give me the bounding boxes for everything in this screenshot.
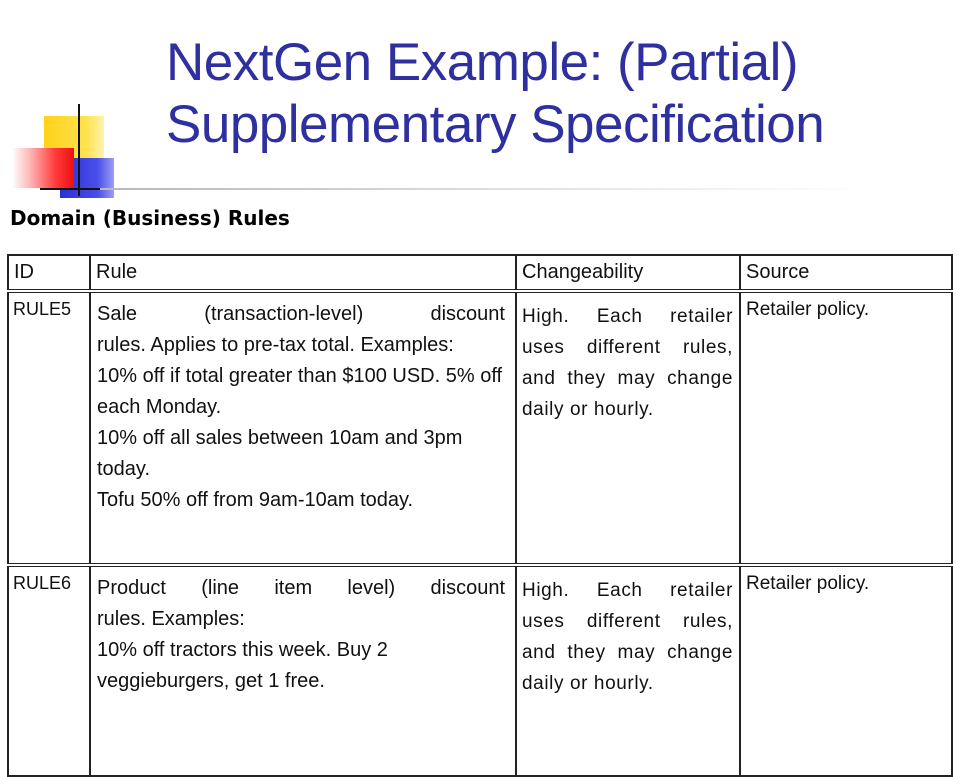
column-header-id: ID bbox=[8, 255, 90, 291]
changeability-text-line: uses different rules, bbox=[522, 611, 733, 632]
logo-vertical-line bbox=[78, 104, 80, 196]
rule-id-cell: RULE6 bbox=[8, 565, 90, 776]
rule-id-cell: RULE5 bbox=[8, 291, 90, 565]
slide-title bbox=[166, 32, 946, 156]
changeability-text-line: and they may change bbox=[522, 642, 733, 663]
rule-text-line: 10% off if total greater than $100 USD. 5% off bbox=[97, 365, 503, 387]
table-row bbox=[8, 291, 952, 565]
source-cell: Retailer policy. bbox=[740, 565, 952, 776]
rule-text-line: Product (line item level) discount bbox=[97, 577, 505, 599]
column-header-source: Source bbox=[740, 255, 952, 291]
changeability-text-line: daily or hourly. bbox=[522, 399, 654, 420]
slide-logo-decoration bbox=[0, 0, 160, 200]
red-square-shape bbox=[12, 148, 74, 188]
rule-text-line: Tofu 50% off from 9am-10am today. bbox=[97, 489, 414, 511]
changeability-cell bbox=[516, 565, 740, 776]
rule-text-line: rules. Examples: bbox=[97, 608, 245, 630]
changeability-text-line: uses different rules, bbox=[522, 337, 733, 358]
rule-text-line: rules. Applies to pre-tax total. Examples: bbox=[97, 334, 454, 356]
rule-description-cell bbox=[90, 291, 516, 565]
rule-text-line: each Monday. bbox=[97, 396, 222, 418]
rule-text-line: veggieburgers, get 1 free. bbox=[97, 670, 325, 692]
title-divider bbox=[100, 188, 870, 190]
changeability-text-line: and they may change bbox=[522, 368, 733, 389]
rule-text-line: 10% off tractors this week. Buy 2 bbox=[97, 639, 388, 661]
column-header-changeability: Changeability bbox=[516, 255, 740, 291]
rule-text-line: Sale (transaction-level) discount bbox=[97, 303, 505, 325]
domain-rules-table bbox=[7, 254, 953, 777]
changeability-text-line: daily or hourly. bbox=[522, 673, 654, 694]
changeability-text-line: High. Each retailer bbox=[522, 306, 733, 327]
table-header-row bbox=[8, 255, 952, 291]
rule-text-line: 10% off all sales between 10am and 3pm bbox=[97, 427, 463, 449]
slide-title-line-2: Supplementary Specification bbox=[166, 95, 825, 154]
changeability-text-line: High. Each retailer bbox=[522, 580, 733, 601]
rule-description-cell bbox=[90, 565, 516, 776]
source-cell: Retailer policy. bbox=[740, 291, 952, 565]
changeability-cell bbox=[516, 291, 740, 565]
slide-title-line-1: NextGen Example: (Partial) bbox=[166, 33, 799, 92]
section-heading: Domain (Business) Rules bbox=[10, 206, 290, 230]
table-row bbox=[8, 565, 952, 776]
rule-text-line: today. bbox=[97, 458, 150, 480]
column-header-rule: Rule bbox=[90, 255, 516, 291]
